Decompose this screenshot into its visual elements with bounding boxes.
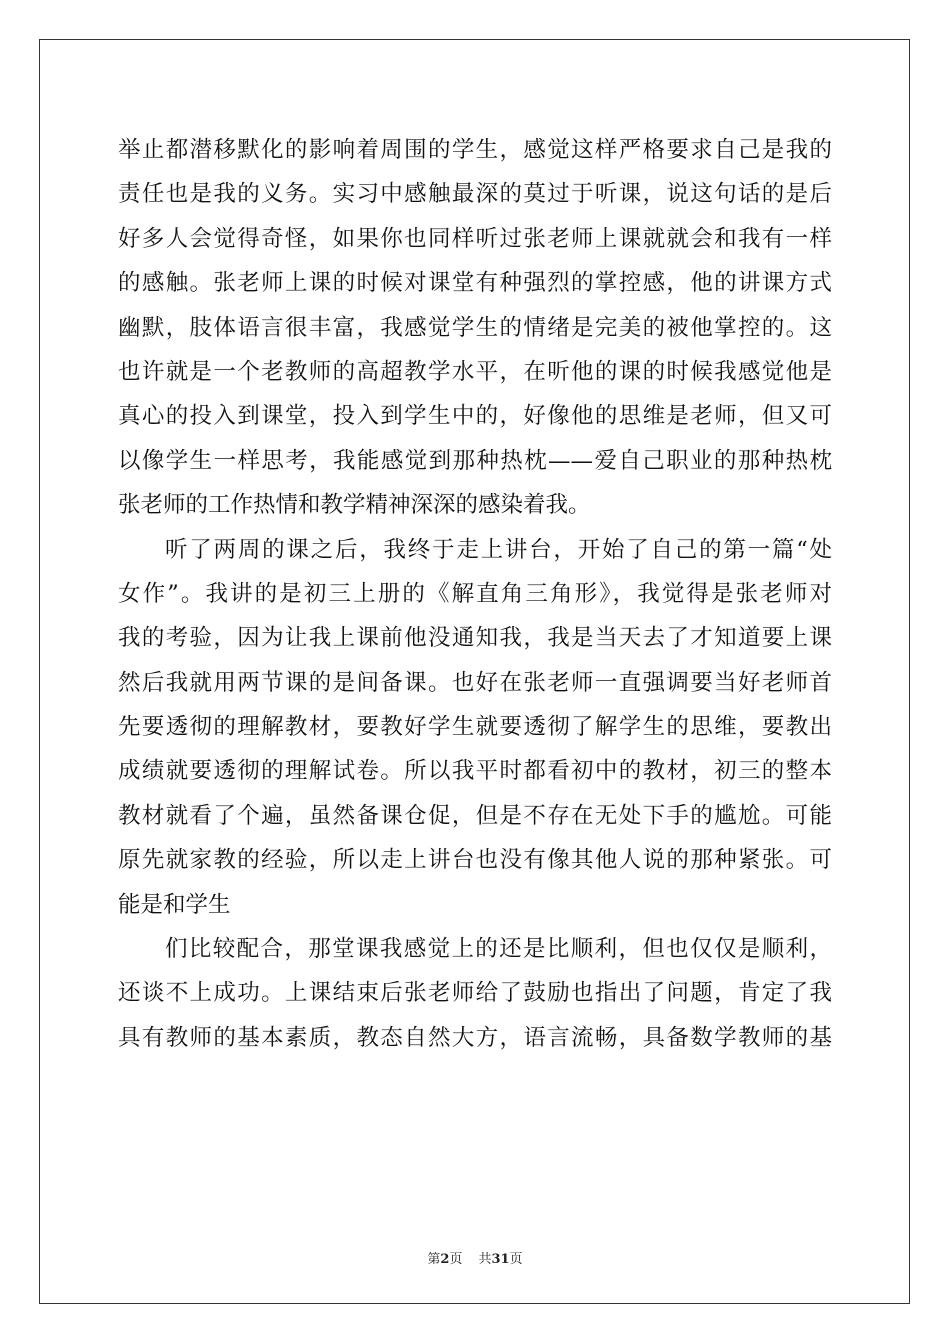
text-line: 好多人会觉得奇怪，如果你也同样听过张老师上课就就会和我有一样 <box>118 225 832 252</box>
text-line: 张老师的工作热情和教学精神深深的感染着我。 <box>118 492 591 519</box>
page-suffix: 页 <box>449 1252 463 1267</box>
page-number: 2 <box>440 1252 450 1267</box>
text-line: 成绩就要透彻的理解试卷。所以我平时都看初中的教材，初三的整本 <box>118 758 832 785</box>
page-prefix: 第 <box>427 1252 441 1267</box>
text-line: 还谈不上成功。上课结束后张老师给了鼓励也指出了问题，肯定了我 <box>118 980 832 1007</box>
text-line: 女作”。我讲的是初三上册的《解直角三角形》，我觉得是张老师对 <box>118 580 832 607</box>
text-line: 先要透彻的理解教材，要教好学生就要透彻了解学生的思维，要教出 <box>118 714 832 741</box>
text-line: 也许就是一个老教师的高超教学水平，在听他的课的时候我感觉他是 <box>118 358 832 385</box>
text-line: 我的考验，因为让我上课前他没通知我，我是当天去了才知道要上课 <box>118 625 832 652</box>
page-footer <box>0 1248 950 1267</box>
text-line: 的感触。张老师上课的时候对课堂有种强烈的掌控感，他的讲课方式 <box>118 270 832 297</box>
text-line: 原先就家教的经验，所以走上讲台也没有像其他人说的那种紧张。可 <box>118 847 832 874</box>
text-line: 举止都潜移默化的影响着周围的学生，感觉这样严格要求自己是我的 <box>118 137 832 163</box>
total-suffix: 页 <box>509 1252 523 1267</box>
text-line: 责任也是我的义务。实习中感触最深的莫过于听课，说这句话的是后 <box>118 181 832 208</box>
total-prefix: 共 <box>478 1252 492 1267</box>
document-body <box>118 128 832 1060</box>
text-line: 能是和学生 <box>118 891 231 918</box>
text-line: 教材就看了个遍，虽然备课仓促，但是不存在无处下手的尴尬。可能 <box>118 802 832 829</box>
text-line: 听了两周的课之后，我终于走上讲台，开始了自己的第一篇“处 <box>165 536 832 563</box>
text-line: 幽默，肢体语言很丰富，我感觉学生的情绪是完美的被他掌控的。这 <box>118 314 832 341</box>
text-line: 然后我就用两节课的是间备课。也好在张老师一直强调要当好老师首 <box>118 669 832 696</box>
text-line: 们比较配合，那堂课我感觉上的还是比顺利，但也仅仅是顺利， <box>165 936 832 963</box>
text-line: 以像学生一样思考，我能感觉到那种热枕——爱自己职业的那种热枕 <box>118 447 832 474</box>
text-line: 具有教师的基本素质，教态自然大方，语言流畅，具备数学教师的基 <box>118 1024 832 1051</box>
text-line: 真心的投入到课堂，投入到学生中的，好像他的思维是老师，但又可 <box>118 403 832 430</box>
total-pages: 31 <box>491 1252 510 1267</box>
